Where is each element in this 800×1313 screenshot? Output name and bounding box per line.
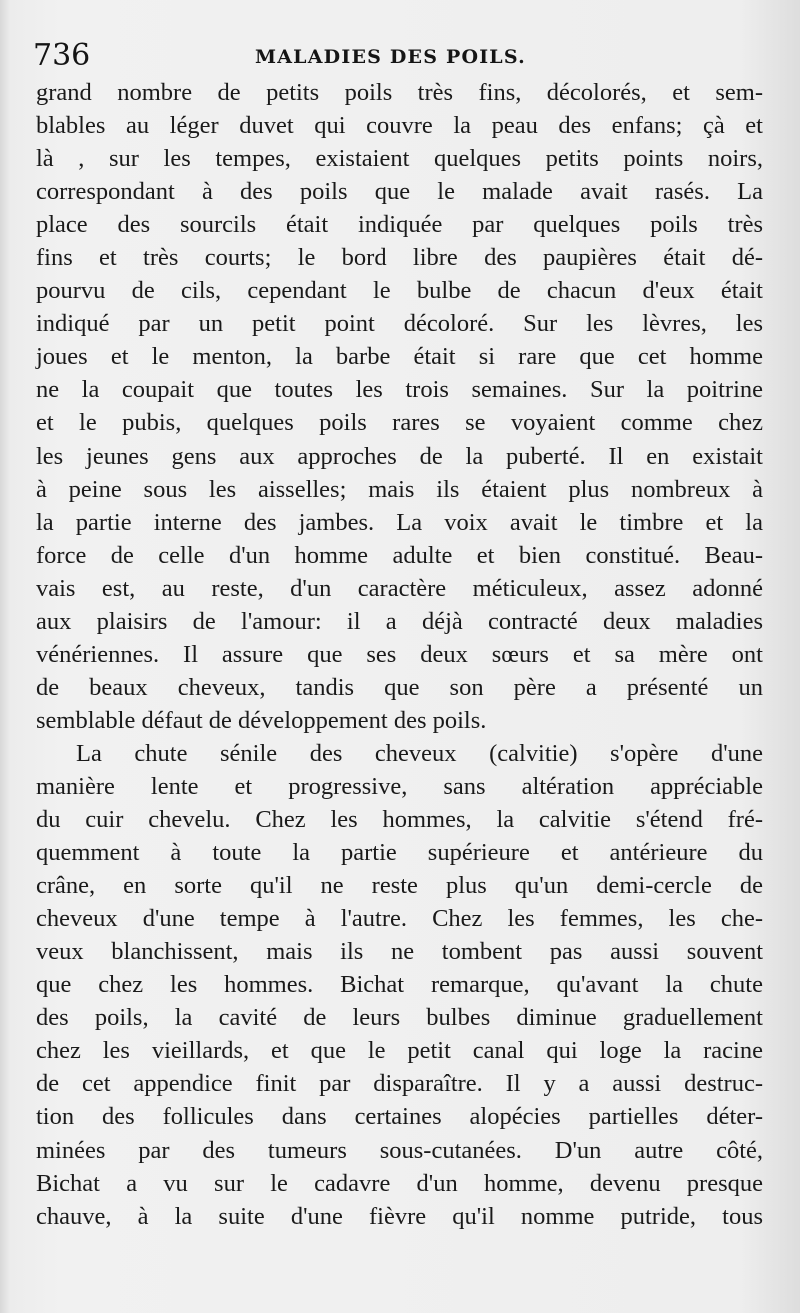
text-line: de beaux cheveux, tandis que son père a présenté un	[36, 673, 763, 701]
text-line: indiqué par un petit point décoloré. Sur les lèvres, les	[36, 310, 763, 338]
text-line: ne la coupait que toutes les trois semaines. Sur la poitrine	[36, 376, 763, 404]
paragraph-first-line: La chute sénile des cheveux (calvitie) s'opère d'une	[76, 739, 763, 767]
text-line: correspondant à des poils que le malade avait rasés. La	[36, 178, 763, 206]
text-line: là , sur les tempes, existaient quelques petits points noirs,	[36, 145, 763, 173]
text-line: pourvu de cils, cependant le bulbe de chacun d'eux était	[36, 277, 763, 305]
text-line: à peine sous les aisselles; mais ils étaient plus nombreux à	[36, 475, 763, 503]
text-line: chauve, à la suite d'une fièvre qu'il nomme putride, tous	[36, 1202, 763, 1230]
page-header	[0, 36, 800, 80]
paragraph-last-line: semblable défaut de développement des poils.	[36, 706, 487, 734]
body-text	[36, 76, 763, 1233]
text-line: du cuir chevelu. Chez les hommes, la calvitie s'étend fré-	[36, 806, 763, 834]
text-line: cheveux d'une tempe à l'autre. Chez les femmes, les che-	[36, 905, 763, 933]
text-line: que chez les hommes. Bichat remarque, qu'avant la chute	[36, 971, 763, 999]
text-line: de cet appendice finit par disparaître. Il y a aussi destruc-	[36, 1070, 763, 1098]
text-line: la partie interne des jambes. La voix avait le timbre et la	[36, 508, 763, 536]
text-line: blables au léger duvet qui couvre la peau des enfans; çà et	[36, 112, 763, 140]
text-line: tion des follicules dans certaines alopécies partielles déter-	[36, 1103, 763, 1131]
text-line: manière lente et progressive, sans altération appréciable	[36, 772, 763, 800]
text-line: et le pubis, quelques poils rares se voyaient comme chez	[36, 409, 763, 437]
text-line: joues et le menton, la barbe était si rare que cet homme	[36, 343, 763, 371]
text-line: aux plaisirs de l'amour: il a déjà contracté deux maladies	[36, 607, 763, 635]
text-line: vénériennes. Il assure que ses deux sœurs et sa mère ont	[36, 640, 763, 668]
text-line: vais est, au reste, d'un caractère méticuleux, assez adonné	[36, 574, 763, 602]
page-number: 736	[33, 38, 91, 73]
text-line: chez les vieillards, et que le petit canal qui loge la racine	[36, 1037, 763, 1065]
text-line: les jeunes gens aux approches de la puberté. Il en existait	[36, 442, 763, 470]
text-line: veux blanchissent, mais ils ne tombent pas aussi souvent	[36, 938, 763, 966]
text-line: des poils, la cavité de leurs bulbes diminue graduellement	[36, 1004, 763, 1032]
text-line: force de celle d'un homme adulte et bien constitué. Beau-	[36, 541, 763, 569]
text-line: grand nombre de petits poils très fins, décolorés, et sem-	[36, 79, 763, 106]
text-line: minées par des tumeurs sous-cutanées. D'un autre côté,	[36, 1136, 763, 1164]
text-line: fins et très courts; le bord libre des paupières était dé-	[36, 244, 763, 272]
text-line: place des sourcils était indiquée par quelques poils très	[36, 211, 763, 239]
text-line: Bichat a vu sur le cadavre d'un homme, devenu presque	[36, 1169, 763, 1197]
running-head: MALADIES DES POILS.	[255, 46, 526, 68]
text-line: crâne, en sorte qu'il ne reste plus qu'un demi-cercle de	[36, 872, 763, 900]
text-line: quemment à toute la partie supérieure et antérieure du	[36, 839, 763, 867]
